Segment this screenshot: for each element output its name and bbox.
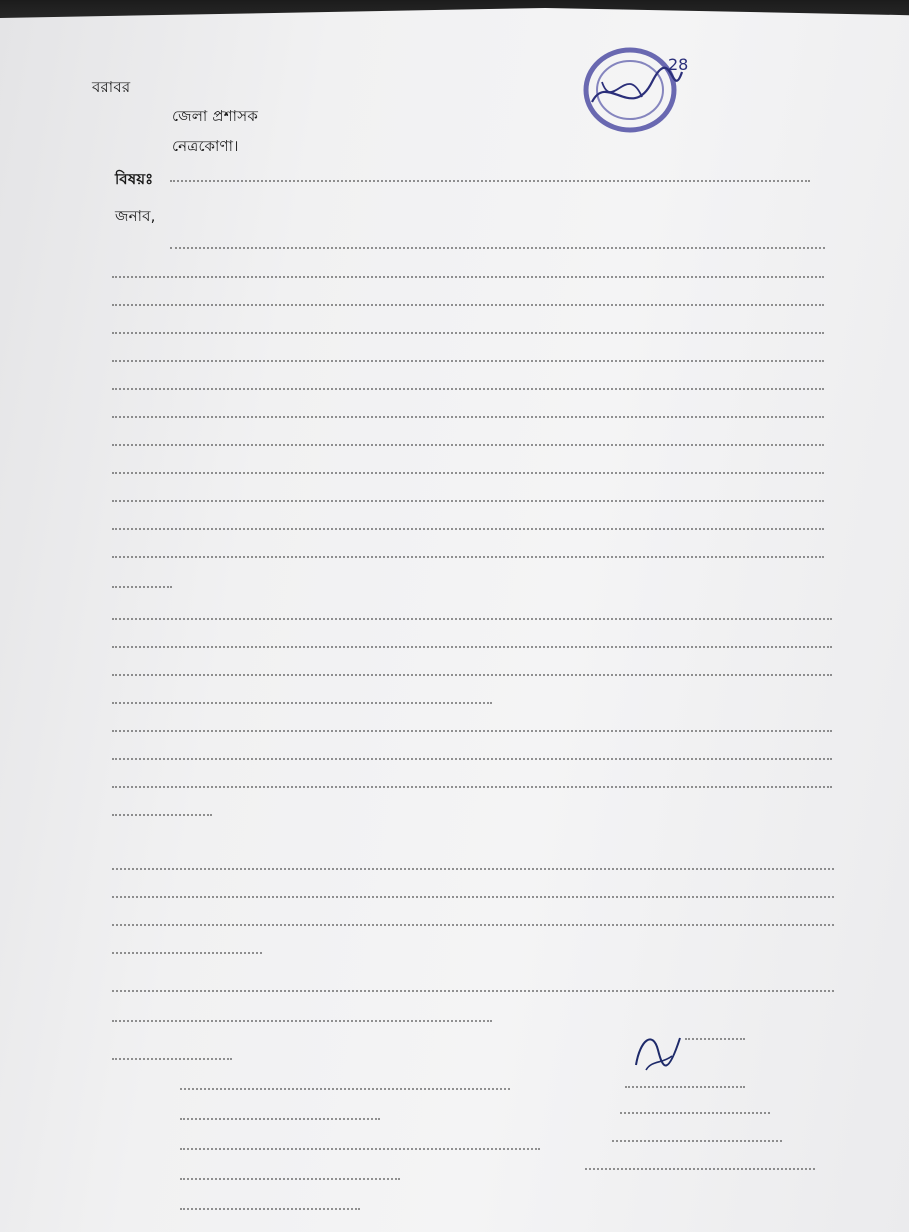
subject-prefix: বিষয়ঃ xyxy=(115,170,154,188)
greeting: জনাব, xyxy=(115,207,156,225)
official-stamp xyxy=(572,42,692,142)
stamp-date-text: 28 xyxy=(668,55,689,74)
signature-mark xyxy=(628,1020,688,1080)
subject-line xyxy=(170,180,810,182)
salutation-to: বরাবর xyxy=(92,78,131,96)
recipient-place: নেত্রকোণা। xyxy=(172,137,239,155)
recipient-title: জেলা প্রশাসক xyxy=(172,107,259,125)
